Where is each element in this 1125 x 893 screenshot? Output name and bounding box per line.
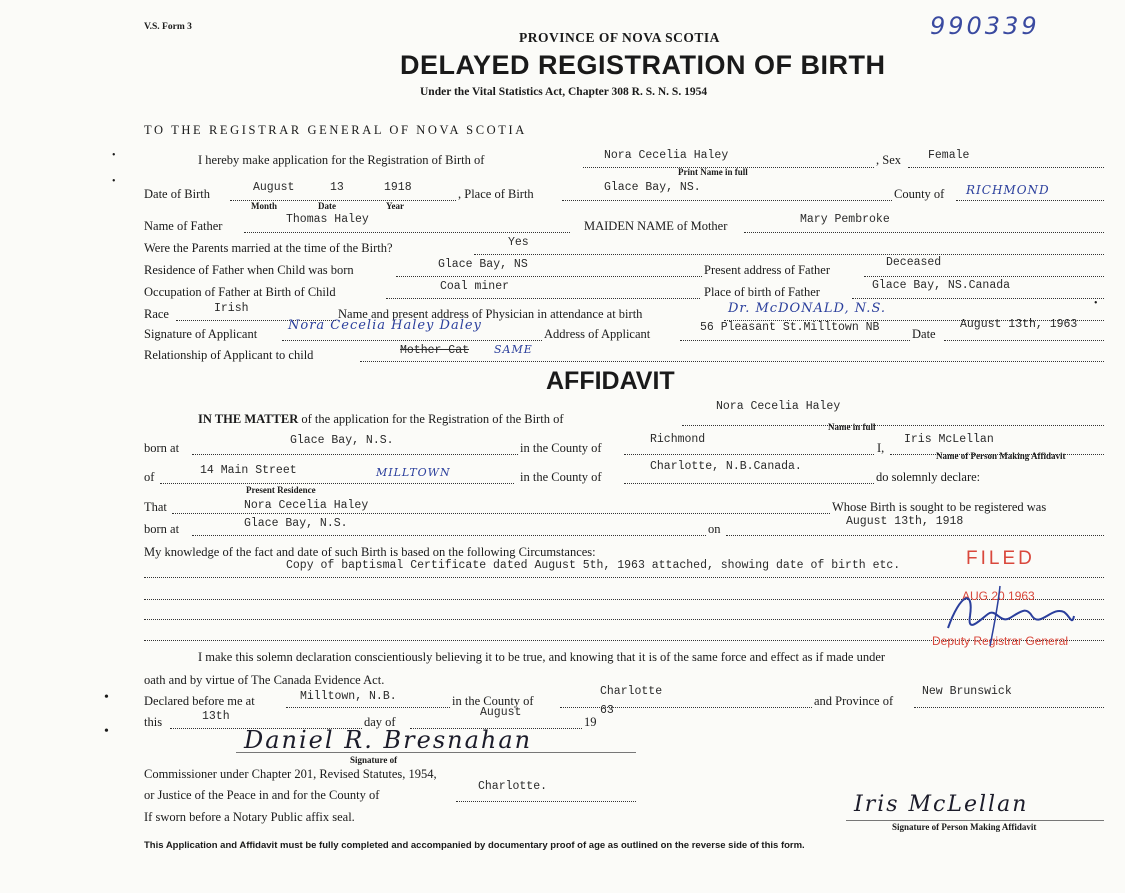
- date-field: August 13th, 1963: [960, 318, 1078, 331]
- declared-county-label: in the County of: [452, 694, 534, 708]
- county2-field: Charlotte, N.B.Canada.: [650, 460, 802, 473]
- matter-name-field: Nora Cecelia Haley: [716, 400, 841, 413]
- solemn-line-2: oath and by virtue of The Canada Evidence Act.: [144, 673, 385, 687]
- province-label: and Province of: [814, 694, 894, 708]
- commissioner-signature: Daniel R. Bresnahan: [244, 726, 533, 754]
- registrar-title-stamp: Deputy Registrar General: [932, 634, 1069, 648]
- affiant-hint: Name of Person Making Affidavit: [936, 451, 1066, 461]
- margin-mark: •: [112, 150, 116, 161]
- physician-label: Name and present address of Physician in attendance at birth: [338, 307, 643, 321]
- applicant-signature: Nora Cecelia Haley Daley: [288, 318, 482, 333]
- present-address-field: Deceased: [886, 256, 942, 269]
- name-full-hint: Name in full: [828, 422, 876, 432]
- mother-label: MAIDEN NAME of Mother: [584, 219, 728, 233]
- file-number: 990339: [930, 12, 1040, 40]
- dob-day-field: 13: [330, 181, 344, 194]
- sex-label: , Sex: [876, 153, 901, 167]
- sex-field: Female: [928, 149, 970, 162]
- margin-mark: •: [104, 690, 109, 705]
- declare-label: do solemnly declare:: [876, 470, 981, 484]
- circumstances-field: Copy of baptismal Certificate dated August 5th, 1963 attached, showing date of birth etc.: [286, 559, 901, 572]
- relationship-label: Relationship of Applicant to child: [144, 348, 314, 362]
- residence-label: Residence of Father when Child was born: [144, 263, 354, 277]
- intro-label: I hereby make application for the Registration of Birth of: [198, 153, 485, 167]
- residence-hint: Present Residence: [246, 485, 316, 495]
- form-subtitle: Under the Vital Statistics Act, Chapter 308 R. S. N. S. 1954: [420, 86, 708, 98]
- footer-notice: This Application and Affidavit must be fully completed and accompanied by documentary proof of age as outlined on the reverse side of this form.: [144, 840, 805, 851]
- form-title: DELAYED REGISTRATION OF BIRTH: [400, 50, 886, 80]
- year-hint: Year: [386, 201, 404, 211]
- year-prefix: 19: [584, 715, 597, 729]
- dob-year-field: 1918: [384, 181, 412, 194]
- filed-date-stamp: AUG 20 1963: [962, 589, 1035, 603]
- declared-label: Declared before me at: [144, 694, 255, 708]
- solemn-line-1: I make this solemn declaration conscientiously believing it to be true, and knowing that it is of the same force and effect as if made under: [198, 650, 886, 664]
- margin-mark: •: [1094, 298, 1098, 309]
- notary-line: If sworn before a Notary Public affix seal.: [144, 810, 355, 824]
- i-label: I,: [877, 441, 885, 455]
- affidavit-heading: AFFIDAVIT: [546, 367, 675, 395]
- child-name-field: Nora Cecelia Haley: [604, 149, 729, 162]
- county-field-affidavit: Richmond: [650, 433, 706, 446]
- year-field: 63: [600, 704, 614, 717]
- born-at2-label: born at: [144, 522, 180, 536]
- day-field: 13th: [202, 710, 230, 723]
- married-field: Yes: [508, 236, 529, 249]
- affiant-signature: Iris McLellan: [854, 792, 1029, 817]
- father-pob-label: Place of birth of Father: [704, 285, 820, 299]
- of-label: of: [144, 470, 155, 484]
- county2-label: in the County of: [520, 470, 602, 484]
- of-town-field: MILLTOWN: [376, 466, 451, 479]
- commissioner-line: Commissioner under Chapter 201, Revised Statutes, 1954,: [144, 767, 437, 781]
- relationship-struck: Mother Cat: [400, 344, 470, 357]
- signature-of-hint: Signature of: [350, 755, 398, 765]
- affiant-signature-hint: Signature of Person Making Affidavit: [892, 822, 1037, 832]
- signature-label: Signature of Applicant: [144, 327, 258, 341]
- that-label: That: [144, 500, 167, 514]
- applicant-address-label: Address of Applicant: [544, 327, 651, 341]
- dob-label: Date of Birth: [144, 187, 210, 201]
- registrar-address: TO THE REGISTRAR GENERAL OF NOVA SCOTIA: [144, 123, 527, 137]
- county-label-affidavit: in the County of: [520, 441, 602, 455]
- father-label: Name of Father: [144, 219, 223, 233]
- race-field: Irish: [214, 302, 249, 315]
- father-field: Thomas Haley: [286, 213, 369, 226]
- print-name-hint: Print Name in full: [678, 167, 748, 177]
- affiant-field: Iris McLellan: [904, 433, 994, 446]
- day-of-label: day of: [364, 715, 396, 729]
- married-label: Were the Parents married at the time of the Birth?: [144, 241, 393, 255]
- of-field: 14 Main Street: [200, 464, 297, 477]
- relationship-field: SAME: [494, 343, 533, 356]
- on-field: August 13th, 1918: [846, 515, 964, 528]
- on-label: on: [708, 522, 721, 536]
- residence-field: Glace Bay, NS: [438, 258, 528, 271]
- this-label: this: [144, 715, 163, 729]
- born-at-label: born at: [144, 441, 180, 455]
- applicant-address-field: 56 Pleasant St.Milltown NB: [700, 321, 880, 334]
- county-field: RICHMOND: [966, 183, 1050, 197]
- province-field: New Brunswick: [922, 685, 1012, 698]
- born-at-field: Glace Bay, N.S.: [290, 434, 394, 447]
- filed-stamp: FILED: [966, 548, 1035, 569]
- matter-label: IN THE MATTER of the application for the Registration of the Birth of: [198, 412, 564, 426]
- month-hint: Month: [251, 201, 278, 211]
- declared-county-field: Charlotte: [600, 685, 663, 698]
- mother-field: Mary Pembroke: [800, 213, 890, 226]
- form-id: V.S. Form 3: [144, 22, 192, 32]
- margin-mark: •: [112, 176, 116, 187]
- race-label: Race: [144, 307, 169, 321]
- physician-field: Dr. McDONALD, N.S.: [728, 301, 887, 316]
- knowledge-label: My knowledge of the fact and date of such Birth is based on the following Circumstances:: [144, 545, 596, 559]
- father-pob-field: Glace Bay, NS.Canada: [872, 279, 1011, 292]
- registrar-signature: [940, 576, 1080, 656]
- whose-birth-label: Whose Birth is sought to be registered was: [832, 500, 1047, 514]
- pob-field: Glace Bay, NS.: [604, 181, 701, 194]
- province-heading: PROVINCE OF NOVA SCOTIA: [519, 30, 720, 45]
- pob-label: , Place of Birth: [458, 187, 534, 201]
- that-field: Nora Cecelia Haley: [244, 499, 369, 512]
- date-hint: Date: [318, 201, 336, 211]
- justice-line: or Justice of the Peace in and for the County of: [144, 788, 380, 802]
- occupation-label: Occupation of Father at Birth of Child: [144, 285, 336, 299]
- dob-month-field: August: [253, 181, 295, 194]
- date-label: Date: [912, 327, 936, 341]
- county-label: County of: [894, 187, 945, 201]
- month-field: August: [480, 706, 522, 719]
- justice-county-field: Charlotte.: [478, 780, 548, 793]
- margin-mark: •: [104, 724, 109, 739]
- present-address-label: Present address of Father: [704, 263, 831, 277]
- declared-place-field: Milltown, N.B.: [300, 690, 397, 703]
- occupation-field: Coal miner: [440, 280, 510, 293]
- born-at2-field: Glace Bay, N.S.: [244, 517, 348, 530]
